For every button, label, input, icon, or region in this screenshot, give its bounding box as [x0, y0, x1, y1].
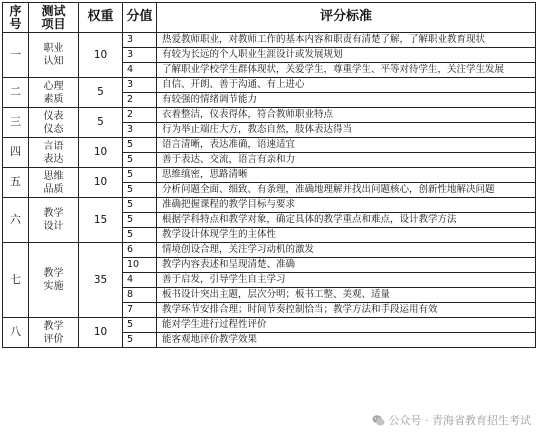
seq-cell: 四 — [3, 138, 29, 168]
score-cell: 2 — [123, 93, 157, 108]
item-cell — [29, 108, 79, 138]
header-item: 测试 项目 — [29, 3, 79, 33]
table-row — [3, 78, 536, 93]
table-row — [3, 33, 536, 48]
score-cell: 3 — [123, 48, 157, 63]
standard-cell: 善于表达、交流，语言有亲和力 — [157, 153, 536, 168]
standard-cell: 教学内容表述和呈现清楚、准确 — [157, 258, 536, 273]
item-text: 思维 — [43, 170, 64, 182]
table-row — [3, 318, 536, 333]
item-text: 言语 — [43, 140, 64, 152]
standard-cell: 有较强的情绪调节能力 — [157, 93, 536, 108]
item-cell — [29, 318, 79, 348]
item-text: 评价 — [43, 333, 64, 345]
seq-cell: 二 — [3, 78, 29, 108]
score-cell: 2 — [123, 108, 157, 123]
table-row — [3, 138, 536, 153]
score-cell: 8 — [123, 288, 157, 303]
standard-cell: 教学设计体现学生的主体性 — [157, 228, 536, 243]
score-cell: 10 — [123, 258, 157, 273]
score-cell: 5 — [123, 168, 157, 183]
standard-cell: 能客观地评价教学效果 — [157, 333, 536, 348]
item-text: 心理 — [43, 80, 64, 92]
standard-cell: 思维缜密，思路清晰 — [157, 168, 536, 183]
header-standard: 评分标准 — [157, 3, 536, 33]
score-cell: 5 — [123, 333, 157, 348]
standard-cell: 教学环节安排合理；时间节奏控制恰当；教学方法和手段运用有效 — [157, 303, 536, 318]
standard-cell: 衣着整洁，仪表得体，符合教师职业特点 — [157, 108, 536, 123]
standard-cell: 根据学科特点和教学对象，确定具体的教学重点和难点，设计教学方法 — [157, 213, 536, 228]
standard-cell: 语言清晰，表达准确，语速适宜 — [157, 138, 536, 153]
watermark — [372, 412, 532, 428]
item-text: 认知 — [43, 56, 64, 67]
score-cell: 3 — [123, 123, 157, 138]
table-row — [3, 108, 536, 123]
score-cell: 5 — [123, 228, 157, 243]
wechat-icon — [372, 414, 385, 427]
standard-cell: 了解职业学校学生群体现状，关爱学生，尊重学生、平等对待学生，关注学生发展 — [157, 63, 536, 78]
item-text: 仪表 — [43, 110, 64, 122]
item-text: 教学 — [43, 268, 64, 279]
score-cell: 6 — [123, 243, 157, 258]
weight-cell: 10 — [79, 168, 123, 198]
score-cell: 4 — [123, 273, 157, 288]
item-text: 教学 — [43, 320, 64, 332]
seq-cell: 七 — [3, 243, 29, 318]
score-cell: 3 — [123, 78, 157, 93]
table-row — [3, 243, 536, 258]
header-weight: 权重 — [79, 3, 123, 33]
standard-cell: 情境创设合理，关注学习动机的激发 — [157, 243, 536, 258]
item-cell — [29, 138, 79, 168]
item-text: 仪态 — [43, 123, 64, 135]
score-cell: 7 — [123, 303, 157, 318]
standard-cell: 板书设计突出主题，层次分明；板书工整、美观、适量 — [157, 288, 536, 303]
item-text: 表达 — [43, 153, 64, 165]
seq-cell: 一 — [3, 33, 29, 78]
table-row — [3, 168, 536, 183]
seq-cell: 八 — [3, 318, 29, 348]
score-cell: 5 — [123, 138, 157, 153]
watermark-text: 公众号 · 青海省教育招生考试 — [388, 414, 531, 427]
standard-cell: 分析问题全面、细致、有条理，准确地理解并找出问题核心，创新性地解决问题 — [157, 183, 536, 198]
item-cell — [29, 168, 79, 198]
weight-cell: 10 — [79, 33, 123, 78]
weight-cell: 35 — [79, 243, 123, 318]
score-cell: 5 — [123, 213, 157, 228]
header-score: 分值 — [123, 3, 157, 33]
header-seq: 序 号 — [3, 3, 29, 33]
item-text: 实施 — [43, 281, 64, 292]
item-text: 品质 — [43, 183, 64, 195]
score-cell: 3 — [123, 33, 157, 48]
seq-cell: 六 — [3, 198, 29, 243]
score-cell: 4 — [123, 63, 157, 78]
item-text: 素质 — [43, 93, 64, 105]
weight-cell: 10 — [79, 318, 123, 348]
standard-cell: 自信、开朗、善于沟通、有上进心 — [157, 78, 536, 93]
item-cell — [29, 78, 79, 108]
standard-cell: 准确把握课程的教学目标与要求 — [157, 198, 536, 213]
weight-cell: 15 — [79, 198, 123, 243]
weight-cell: 10 — [79, 138, 123, 168]
table-row — [3, 198, 536, 213]
item-cell — [29, 243, 79, 318]
score-cell: 5 — [123, 183, 157, 198]
score-cell: 5 — [123, 153, 157, 168]
score-cell: 5 — [123, 198, 157, 213]
scoring-table — [2, 2, 536, 348]
seq-cell: 三 — [3, 108, 29, 138]
score-cell: 5 — [123, 318, 157, 333]
weight-cell: 5 — [79, 78, 123, 108]
item-text: 教学 — [43, 208, 64, 219]
table-header-row — [3, 3, 536, 33]
item-text: 设计 — [43, 221, 64, 232]
standard-cell: 善于启发，引导学生自主学习 — [157, 273, 536, 288]
standard-cell: 能对学生进行过程性评价 — [157, 318, 536, 333]
standard-cell: 热爱教师职业，对教师工作的基本内容和职责有清楚了解，了解职业教育现状 — [157, 33, 536, 48]
weight-cell: 5 — [79, 108, 123, 138]
item-cell — [29, 33, 79, 78]
standard-cell: 有较为长远的个人职业生涯设计或发展规划 — [157, 48, 536, 63]
item-text: 职业 — [43, 43, 64, 54]
standard-cell: 行为举止端庄大方，教态自然，肢体表达得当 — [157, 123, 536, 138]
seq-cell: 五 — [3, 168, 29, 198]
item-cell — [29, 198, 79, 243]
